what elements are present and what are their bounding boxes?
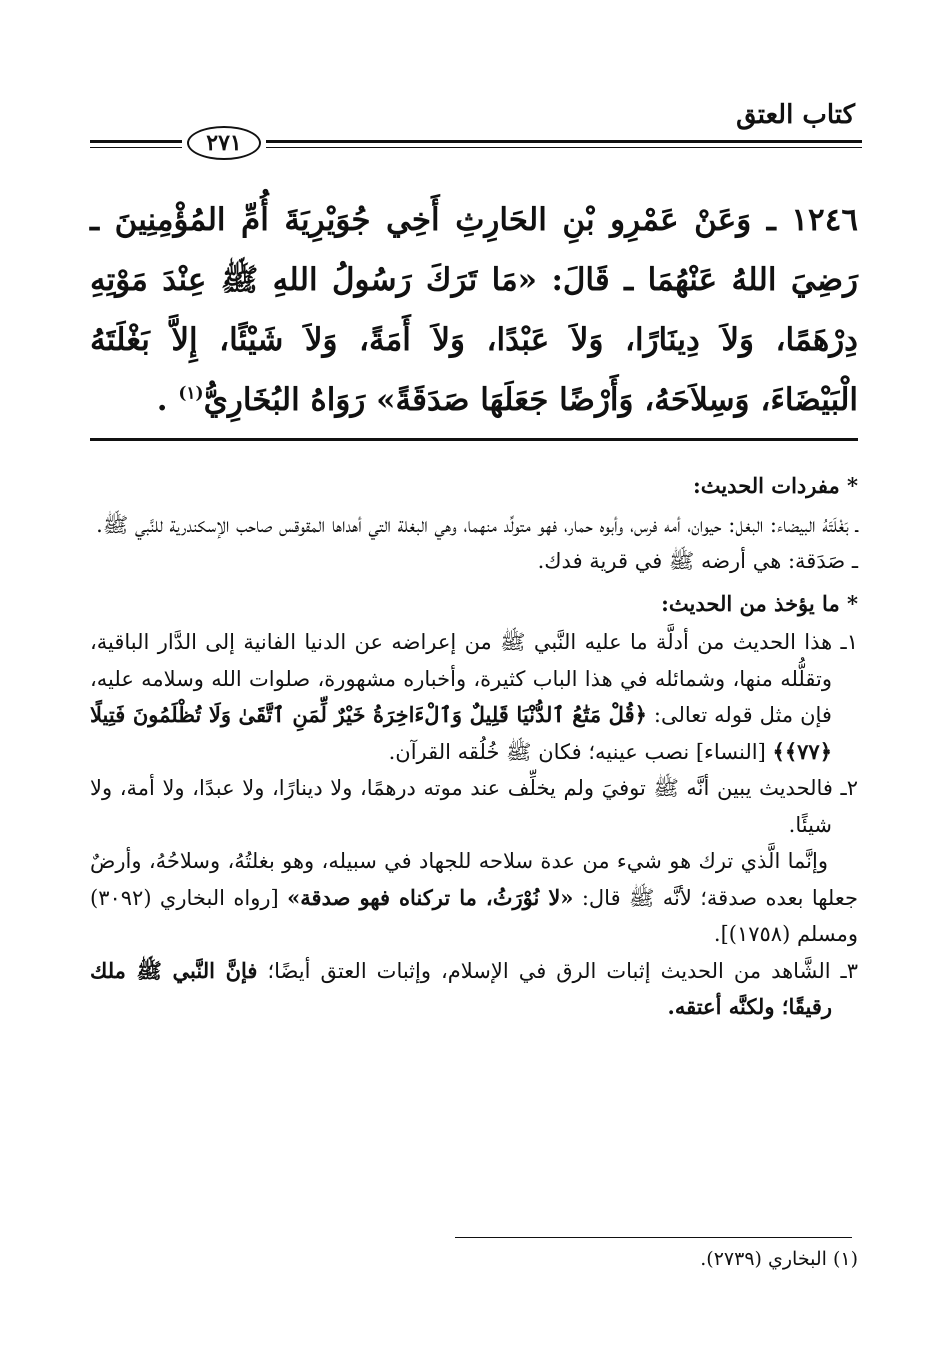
hadith-end: . [156,382,179,418]
footnote-reference: (١) [178,383,204,404]
quran-reference: [النساء] [695,739,766,764]
lesson-2-cont-text: وإنَّما الَّذي ترك هو شيء من عدة سلاحه للجهاد في سبيله، وهو بغلتُهُ، وسلاحُهُ، وأرضٌ جعلها بعده صدقة؛ لأنَّه ﷺ قال: [90,849,858,910]
lesson-1-end: نصب عينيه؛ فكان ﷺ خُلُقه القرآن. [388,739,690,764]
hadith-source-reference: [رواه البخاري (٣٠٩٢) ومسلم (١٧٥٨)]. [90,885,858,946]
quran-verse: ﴿قُلْ مَتَٰعُ ٱلدُّنْيَا قَلِيلٌ وَٱلْءَاخِرَةُ خَيْرٌ لِّمَنِ ٱتَّقَىٰ وَلَا تُظْلَمُونَ فَتِيلًا ﴿٧٧﴾﴾ [90,702,832,764]
header-rule-left-thick [90,140,182,143]
lessons-heading: * ما يؤخذ من الحديث: [661,590,858,616]
footnote-divider [455,1237,852,1238]
section-divider [90,438,858,441]
lesson-3-bold-text: فإنَّ النَّبي ﷺ ملك رقيقًا؛ ولكنَّه أعتقه. [90,957,832,1019]
page-number-badge [187,126,261,160]
lesson-item-1 [90,624,858,770]
header-rule-left-thin [90,147,182,148]
lesson-1-text: ١ـ هذا الحديث من أدلَّة ما عليه النَّبي ﷺ من إعراضه عن الدنيا الفانية إلى الدَّار الباقية، وتقلُّله منها، وشمائله في هذا الباب كثيرة، وأخباره مشهورة، صلوات الله وسلامه عليه، فإن مثل قوله تعالى: [90,630,858,727]
footnote-text: البخاري (٢٧٣٩). [700,1248,827,1270]
hadith-number: ١٢٤٦ [791,202,858,238]
lesson-item-2: ٢ـ فالحديث يبين أنَّه ﷺ توفيَ ولم يخلِّف عند موته درهمًا، ولا دينارًا، ولا عبدًا، ولا أمة، ولا شيئًا. [90,776,858,837]
page-number: ٢٧١ [206,130,242,156]
lesson-item-3 [90,953,858,1026]
hadith-text-block [90,190,858,430]
prophetic-quote: «لا نُوْرَثُ، ما تركناه فهو صدقة» [287,884,574,910]
lesson-3-text: ٣ـ الشَّاهد من الحديث إثبات الرق في الإسلام، وإثبات العتق أيضًا؛ [267,958,858,983]
vocab-heading: * مفردات الحديث: [692,473,858,498]
lesson-item-2-continued [90,843,858,953]
vocab-item-baghla: ـ بَغْلَتَهُ البيضاء: البغل: حيوان، أمه فرس، وأبوه حمار، فهو متولِّد منهما، وهي البغلة التي أهداها المقوقس صاحب الإسكندرية للنَّبي ﷺ. [96,512,858,537]
header-rule-right-thin [266,147,862,148]
footnote-marker: (١) [832,1248,858,1270]
commentary-body [90,468,858,1026]
footnote [700,1248,858,1270]
hadith-text: ـ وَعَنْ عَمْرِو بْنِ الحَارِثِ أَخِي جُوَيْرِيَةَ أُمِّ المُؤْمِنِينَ ـ رَضِيَ اللهُ عَنْهُمَا ـ قَالَ: «مَا تَرَكَ رَسُولُ اللهِ ﷺ عِنْدَ مَوْتِهِ دِرْهَمًا، وَلاَ دِينَارًا، وَلاَ عَبْدًا، وَلاَ أَمَةً، وَلاَ شَيْئًا، إِلاَّ بَغْلَتَهُ الْبَيْضَاءَ، وَسِلاَحَهُ، وَأَرْضًا جَعَلَهَا صَدَقَةً» رَوَاهُ البُخَارِيُّ [90,202,858,418]
header-rule-right-thick [266,140,862,143]
running-header-title: كتاب العتق [736,100,855,130]
vocab-item-sadaqa: ـ صَدَقة: هي أرضه ﷺ في قرية فدك. [537,549,858,573]
